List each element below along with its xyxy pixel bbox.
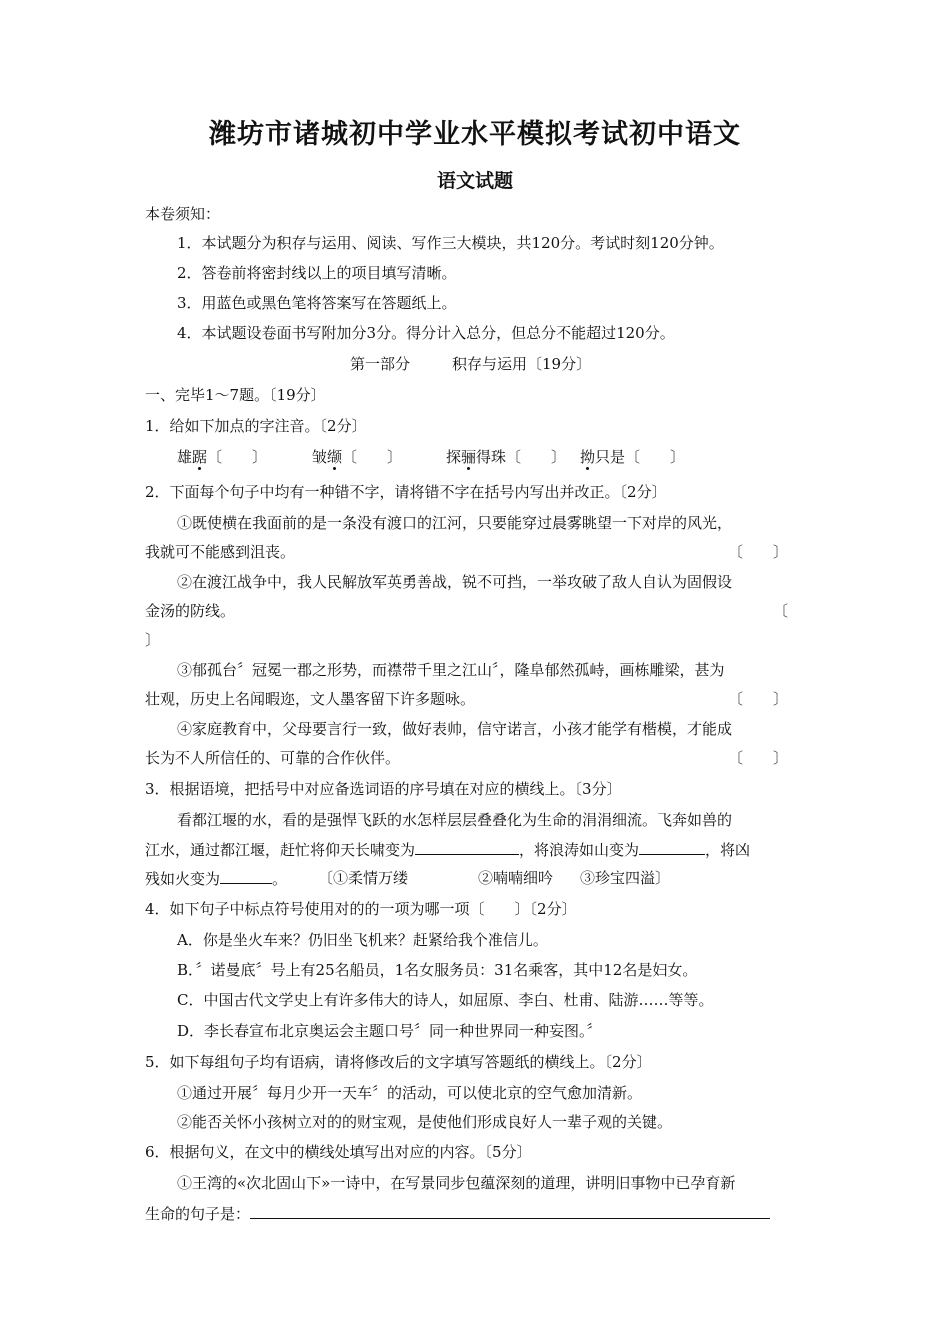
- q3-stem: 3．根据语境，把括号中对应备选词语的序号填在对应的横线上。〔3分〕: [145, 780, 622, 798]
- q2-sentence-4-answer: 〔 〕: [727, 749, 788, 767]
- q2-sentence-2-answer-close: 〕: [145, 631, 161, 649]
- section-heading: 一、完毕1～7题。〔19分〕: [145, 386, 326, 404]
- q1-stem: 1．给如下加点的字注音。〔2分〕: [145, 417, 367, 435]
- q3-text-b: ，将浪涛如山变为: [519, 841, 640, 859]
- q1-word-2-dotted: 缬: [327, 448, 343, 466]
- q2-sentence-1-line-1: ①既使横在我面前的是一条没有渡口的江河，只要能穿过晨雾眺望一下对岸的风光，: [177, 514, 733, 532]
- q1-word-3-a: 探: [446, 448, 462, 466]
- q1-word-2-paren: 〔 〕: [342, 448, 403, 466]
- q1-word-4-dotted: 拗: [580, 448, 596, 466]
- q1-word-3: [446, 446, 566, 468]
- notice-item-4: 4．本试题设卷面书写附加分3分。得分计入总分，但总分不能超过120分。: [177, 324, 675, 342]
- q1-word-4-rest: 只是〔 〕: [595, 448, 686, 466]
- q3-option-2: ②喃喃细吟: [478, 869, 554, 887]
- part-label: 第一部分: [350, 355, 411, 373]
- q4-option-c: C．中国古代文学史上有许多伟大的诗人，如屈原、李白、杜甫、陆游……等等。: [177, 991, 714, 1009]
- q6-sentence-1-line-1: ①王湾的«次北固山下»一诗中，在写景同步包蕴深刻的道理，讲明旧事物中已孕育新: [177, 1174, 736, 1192]
- q6-stem: 6．根据句义，在文中的横线处填写出对应的内容。〔5分〕: [145, 1143, 532, 1161]
- q4-option-b: B．〞诺曼底〞号上有25名船员，1名女服务员：31名乘客，其中12名是妇女。: [177, 961, 698, 979]
- q1-word-4: [580, 446, 685, 468]
- notice-header: 本卷须知：: [145, 205, 221, 223]
- q5-sentence-2: ②能否关怀小孩树立对的的财宝观，是使他们形成良好人一辈子观的关键。: [177, 1113, 673, 1131]
- q2-sentence-2-line-1: ②在渡江战争中，我人民解放军英勇善战，锐不可挡，一举攻破了敌人自认为固假设: [177, 573, 733, 591]
- q3-text-a: 江水，通过都江堰，赶忙将仰天长啸变为: [145, 841, 416, 859]
- notice-item-3: 3．用蓝色或黑色笔将答案写在答题纸上。: [177, 294, 457, 312]
- q5-sentence-1: ①通过开展〞每月少开一天车〞的活动，可以使北京的空气愈加清新。: [177, 1084, 643, 1102]
- q2-sentence-2-line-2: 金汤的防线。: [145, 602, 236, 620]
- q3-blank-3[interactable]: [220, 867, 272, 884]
- q2-sentence-3-line-2: 壮观，历史上名闻暇迩，文人墨客留下许多题咏。: [145, 690, 476, 708]
- q2-sentence-3-line-1: ③郁孤台〞冠冕一郡之形势，而襟带千里之江山〞，隆阜郁然孤峙，画栋雕梁，甚为: [177, 661, 725, 679]
- q6-answer-blank[interactable]: [250, 1202, 770, 1219]
- q3-text-c: ，将凶: [705, 841, 751, 859]
- q1-word-1: [177, 446, 267, 468]
- q3-text-d: 残如火变为: [145, 870, 221, 888]
- q3-paragraph-line-1: 看都江堰的水，看的是强悍飞跃的水怎样层层叠叠化为生命的涓涓细流。飞奔如兽的: [177, 811, 733, 829]
- q4-stem: 4．如下句子中标点符号使用对的的一项为哪一项〔 〕〔2分〕: [145, 900, 577, 918]
- q2-sentence-1-line-2: 我就可不能感到沮丧。: [145, 543, 296, 561]
- q6-sentence-1-line-2: [145, 1202, 770, 1225]
- q1-word-3-dotted: 骊: [461, 448, 477, 466]
- q4-option-a: A．你是坐火车来？仍旧坐飞机来？赶紧给我个准信儿。: [177, 931, 548, 949]
- q1-word-2-a: 皱: [312, 448, 328, 466]
- q6-text: 生命的句子是：: [145, 1205, 251, 1223]
- q5-stem: 5．如下每组句子均有语病，请将修改后的文字填写答题纸的横线上。〔2分〕: [145, 1053, 652, 1071]
- q2-stem: 2．下面每个句子中均有一种错不字，请将错不字在括号内写出并改正。〔2分〕: [145, 483, 667, 501]
- q1-word-1-paren: 〔 〕: [207, 448, 268, 466]
- q4-option-d: D．李长春宣布北京奥运会主题口号〞同一种世界同一种妄图。〞: [177, 1022, 602, 1040]
- notice-item-2: 2．答卷前将密封线以上的项目填写清晰。: [177, 264, 457, 282]
- exam-subtitle: 语文试题: [436, 170, 513, 192]
- q2-sentence-4-line-2: 长为不人所信任的、可靠的合作伙伴。: [145, 749, 401, 767]
- q3-paragraph-line-3: [145, 867, 287, 890]
- notice-item-1: 1．本试题分为积存与运用、阅读、写作三大模块，共120分。考试时刻120分钟。: [177, 234, 724, 252]
- q2-sentence-1-answer: 〔 〕: [727, 543, 788, 561]
- q3-option-1: 〔①柔情万缕: [318, 869, 409, 887]
- exam-title: 潍坊市诸城初中学业水平模拟考试初中语文: [209, 119, 741, 150]
- q1-word-1-dotted: 踞: [192, 448, 208, 466]
- q2-sentence-3-answer: 〔 〕: [727, 690, 788, 708]
- q3-option-3: ③珍宝四溢〕: [580, 869, 671, 887]
- q1-word-3-rest: 得珠〔 〕: [476, 448, 567, 466]
- q2-sentence-4-line-1: ④家庭教育中，父母要言行一致，做好表帅，信守诺言，小孩才能学有楷模，才能成: [177, 720, 733, 738]
- q1-word-1-a: 雄: [177, 448, 193, 466]
- q3-paragraph-line-2: [145, 838, 750, 861]
- part-name: 积存与运用〔19分〕: [452, 355, 592, 373]
- q3-blank-1[interactable]: [415, 838, 519, 855]
- q3-blank-2[interactable]: [639, 838, 705, 855]
- q3-text-e: 。: [272, 870, 288, 888]
- q2-sentence-2-answer-open: 〔: [772, 602, 788, 620]
- q1-word-2: [312, 446, 402, 468]
